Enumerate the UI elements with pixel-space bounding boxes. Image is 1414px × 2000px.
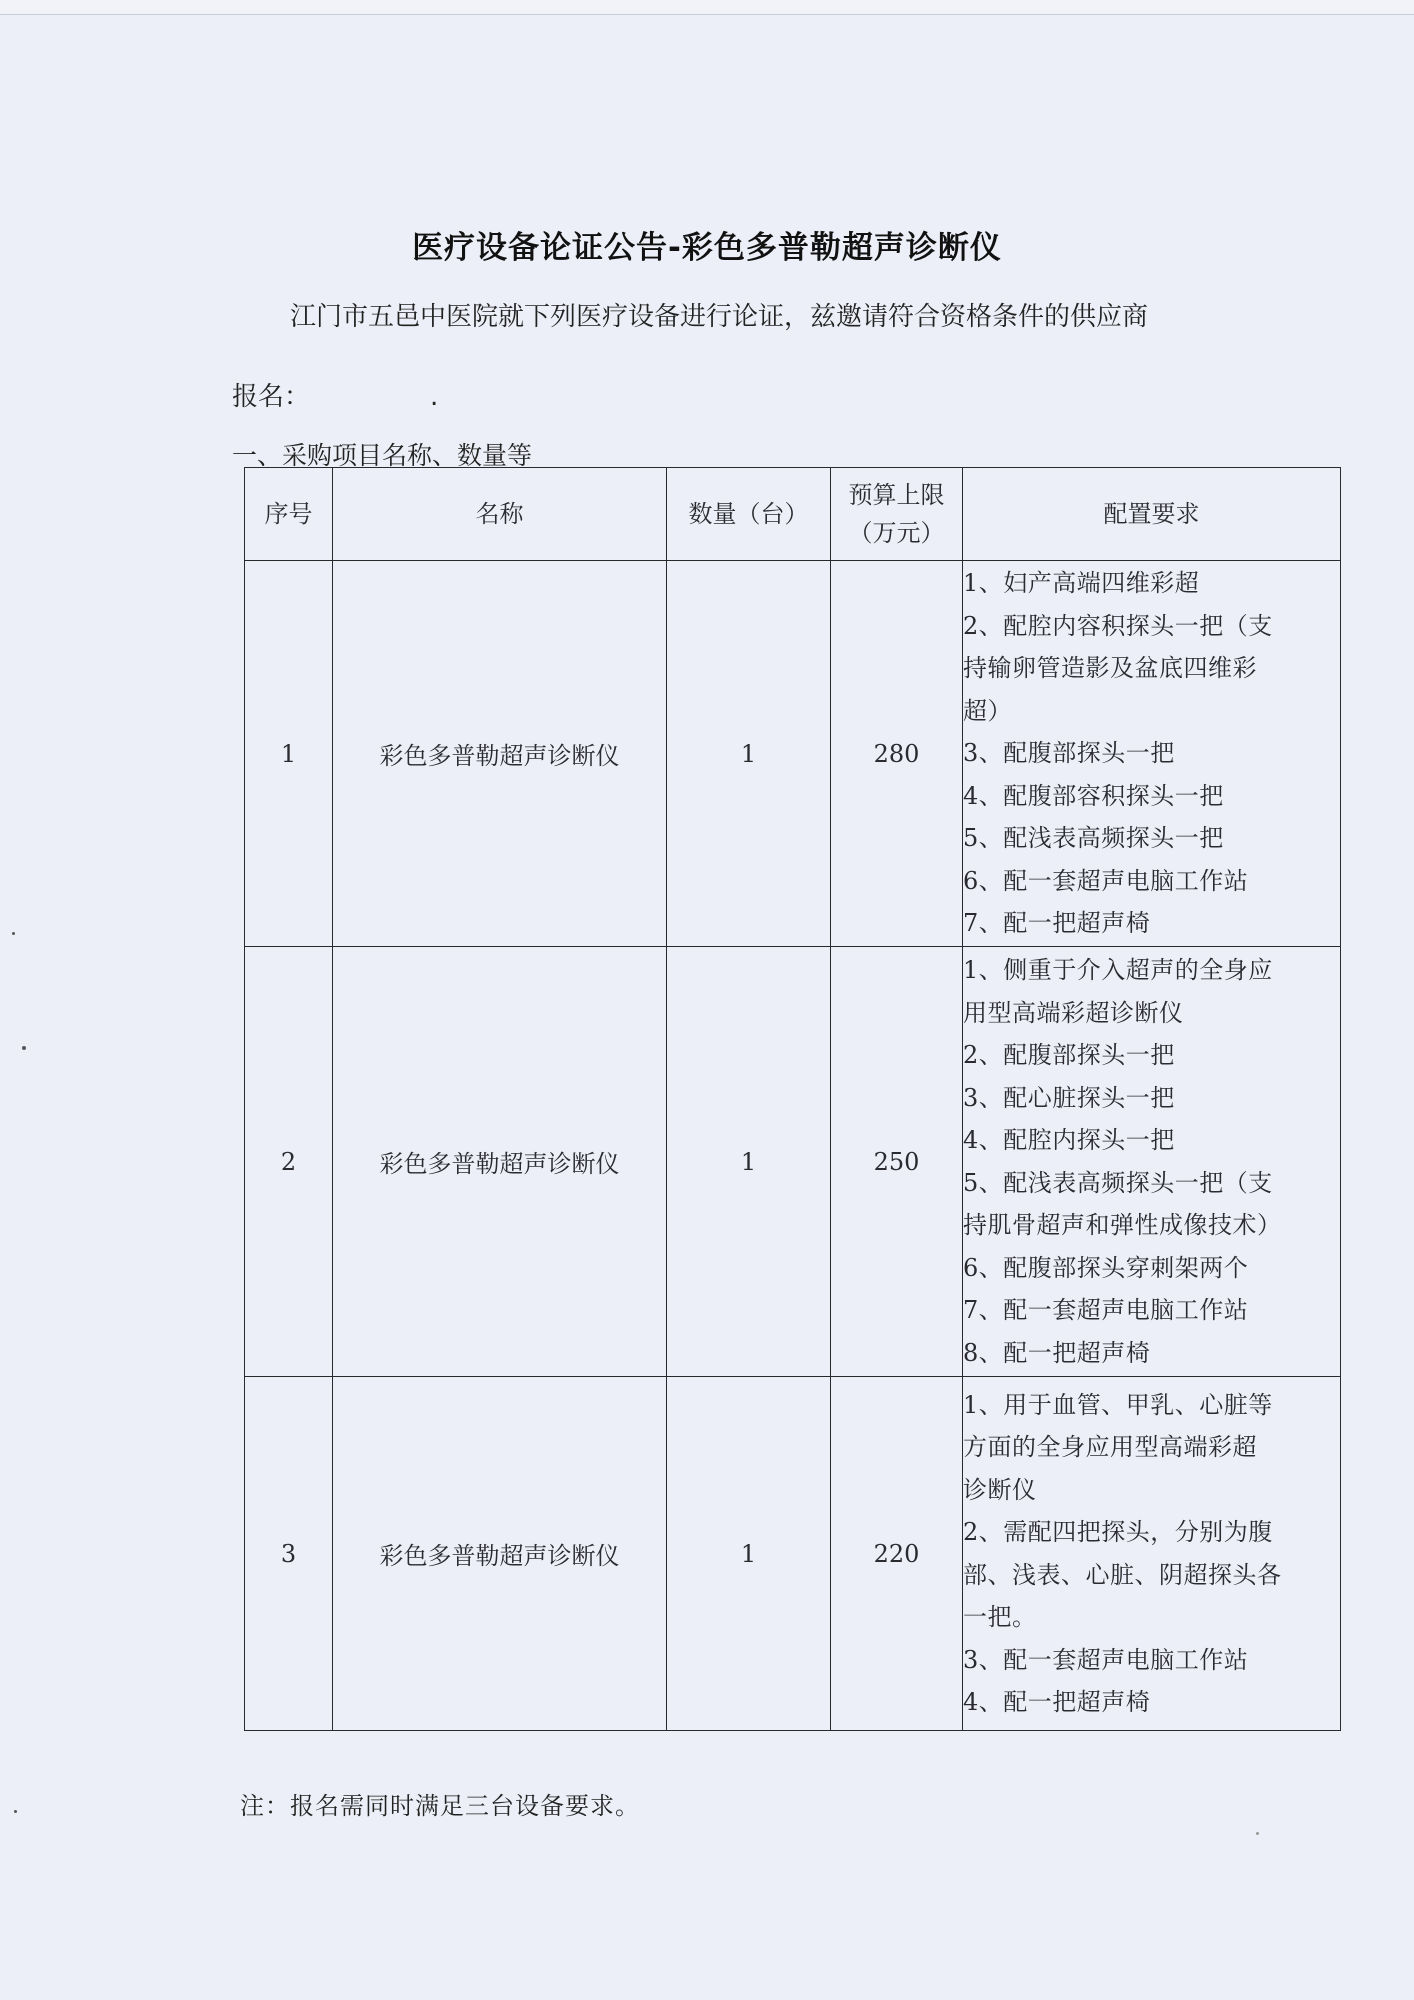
- table-row: [245, 561, 1341, 947]
- scan-edge: [0, 0, 1414, 15]
- signup-line: [232, 376, 438, 413]
- requirement-line: 持输卵管造影及盆底四维彩: [963, 654, 1257, 683]
- header-name: 名称: [333, 468, 667, 561]
- row-requirements: [963, 947, 1341, 1377]
- intro-text: 江门市五邑中医院就下列医疗设备进行论证，兹邀请符合资格条件的供应商: [290, 302, 1149, 332]
- requirement-line: 1、用于血管、甲乳、心脏等: [963, 1390, 1273, 1419]
- requirement-line: 超）: [963, 696, 1012, 725]
- header-budget-line2: （万元）: [848, 519, 945, 547]
- signup-dot: .: [430, 382, 439, 412]
- scan-speck: [14, 1810, 17, 1813]
- table-header-row: [245, 468, 1341, 561]
- requirement-line: 方面的全身应用型高端彩超: [963, 1433, 1257, 1461]
- scan-speck: [1256, 1832, 1259, 1835]
- requirement-line: 3、配一套超声电脑工作站: [963, 1645, 1249, 1674]
- requirement-line: 1、妇产高端四维彩超: [963, 569, 1200, 598]
- requirement-line: 5、配浅表高频探头一把: [963, 824, 1224, 853]
- requirement-line: 6、配腹部探头穿刺架两个: [963, 1253, 1249, 1282]
- requirement-line: 一把。: [963, 1603, 1037, 1631]
- row-budget: 250: [831, 947, 963, 1377]
- requirement-line: 7、配一套超声电脑工作站: [963, 1296, 1249, 1324]
- header-index: 序号: [245, 468, 333, 561]
- requirement-line: 用型高端彩超诊断仪: [963, 998, 1184, 1027]
- page-title: 医疗设备论证公告-彩色多普勒超声诊断仪: [412, 230, 1002, 266]
- header-requirements: 配置要求: [963, 468, 1341, 561]
- row-requirements: [963, 561, 1341, 947]
- requirement-line: 2、配腔内容积探头一把（支: [963, 611, 1273, 640]
- row-budget: 280: [831, 561, 963, 947]
- row-quantity: 1: [667, 1377, 831, 1731]
- requirement-line: 4、配一把超声椅: [963, 1688, 1151, 1716]
- row-name: 彩色多普勒超声诊断仪: [333, 947, 667, 1377]
- requirement-line: 4、配腔内探头一把: [963, 1126, 1175, 1154]
- header-quantity: 数量（台）: [667, 468, 831, 561]
- requirement-line: 2、需配四把探头，分别为腹: [963, 1518, 1273, 1546]
- header-budget: [831, 468, 963, 561]
- row-index: 1: [245, 561, 333, 947]
- requirement-line: 1、侧重于介入超声的全身应: [963, 956, 1273, 984]
- scan-speck: [12, 932, 15, 935]
- requirement-line: 持肌骨超声和弹性成像技术）: [963, 1211, 1282, 1239]
- row-requirements: [963, 1377, 1341, 1731]
- row-quantity: 1: [667, 947, 831, 1377]
- signup-label: 报名：: [232, 382, 311, 412]
- requirement-line: 3、配腹部探头一把: [963, 739, 1175, 768]
- row-quantity: 1: [667, 561, 831, 947]
- requirement-line: 诊断仪: [963, 1475, 1037, 1504]
- requirement-line: 8、配一把超声椅: [963, 1338, 1151, 1367]
- footnote: 注：报名需同时满足三台设备要求。: [240, 1792, 640, 1820]
- table-row: [245, 1377, 1341, 1731]
- row-name: 彩色多普勒超声诊断仪: [333, 561, 667, 947]
- requirement-line: 部、浅表、心脏、阴超探头各: [963, 1560, 1282, 1589]
- requirement-line: 4、配腹部容积探头一把: [963, 781, 1224, 810]
- table-row: [245, 947, 1341, 1377]
- procurement-table: [244, 467, 1341, 1731]
- row-index: 2: [245, 947, 333, 1377]
- requirement-line: 7、配一把超声椅: [963, 909, 1151, 938]
- row-budget: 220: [831, 1377, 963, 1731]
- requirement-line: 6、配一套超声电脑工作站: [963, 866, 1249, 895]
- section-heading: 一、采购项目名称、数量等: [232, 441, 533, 470]
- scan-speck: [22, 1046, 26, 1050]
- header-budget-line1: 预算上限: [848, 481, 945, 509]
- requirement-line: 3、配心脏探头一把: [963, 1083, 1175, 1112]
- row-name: 彩色多普勒超声诊断仪: [333, 1377, 667, 1731]
- requirement-line: 5、配浅表高频探头一把（支: [963, 1168, 1273, 1197]
- row-index: 3: [245, 1377, 333, 1731]
- requirement-line: 2、配腹部探头一把: [963, 1041, 1175, 1069]
